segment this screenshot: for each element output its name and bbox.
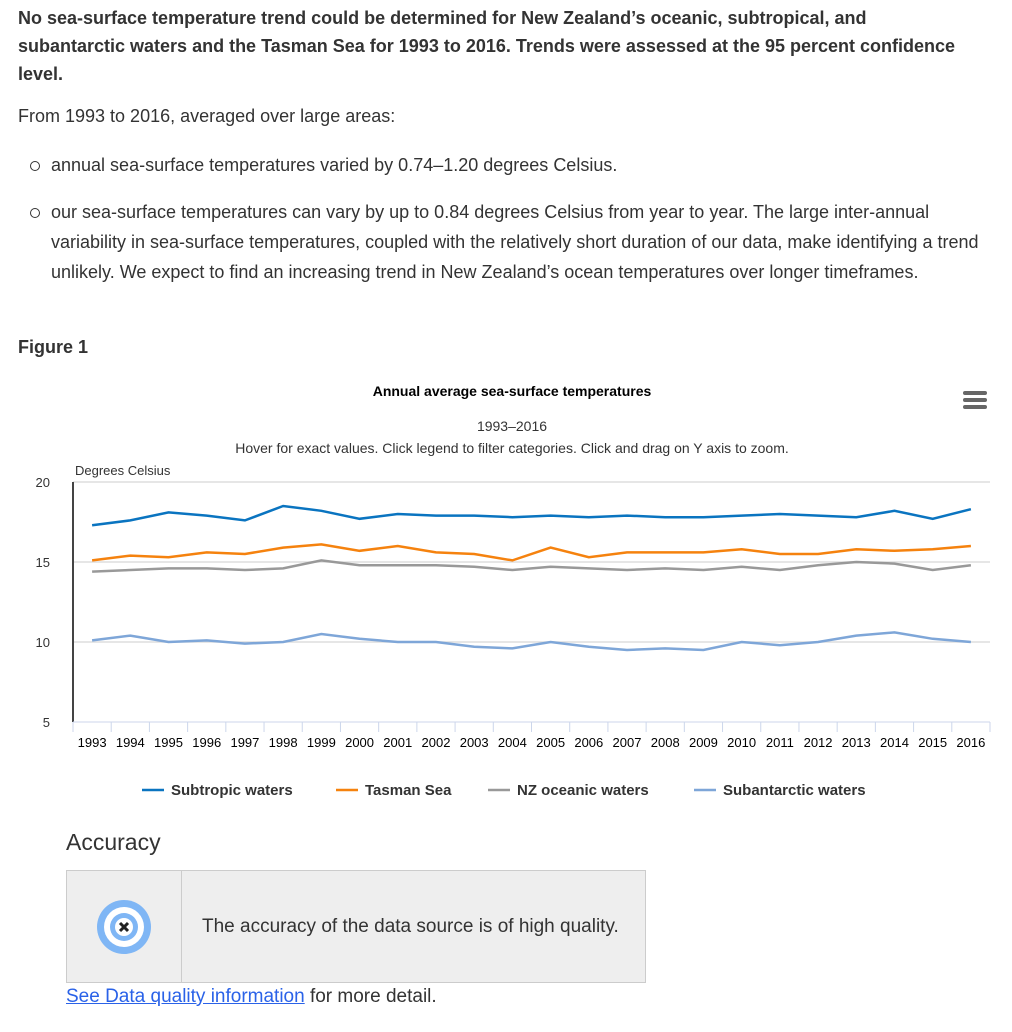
x-tick-label: 2014 [880,735,909,750]
line-chart [0,370,1012,810]
x-tick-label: 2000 [345,735,375,750]
more-detail-text: for more detail. [304,986,437,1007]
legend-item[interactable] [336,782,452,799]
series-line-subantarctic-waters [92,632,971,650]
accuracy-box [66,870,646,983]
x-tick-label: 1998 [268,735,298,750]
accuracy-text: The accuracy of the data source is of high quality. [202,915,619,937]
chart-subtitle: 1993–2016 [476,418,548,434]
intro-paragraph: From 1993 to 2016, averaged over large areas: [18,106,396,126]
bullet-list [18,150,998,304]
x-tick-label: 2016 [956,735,986,750]
x-tick-label: 2012 [803,735,833,750]
x-tick-label: 2015 [918,735,948,750]
series-line-subtropic-waters [92,506,971,525]
x-tick-label: 2002 [421,735,451,750]
y-tick-label: 10 [35,635,50,650]
chart-caption: Hover for exact values. Click legend to filter categories. Click and drag on Y axis to zoom. [235,440,789,456]
legend-item[interactable] [488,782,649,799]
x-tick-label: 1993 [77,735,107,750]
x-tick-label: 1997 [230,735,260,750]
x-tick-label: 1996 [192,735,222,750]
x-tick-label: 2004 [497,735,527,750]
legend-label: Tasman Sea [365,782,452,799]
x-tick-label: 2001 [383,735,413,750]
x-tick-label: 2003 [459,735,489,750]
y-tick-label: 15 [35,555,50,570]
series-line-tasman-sea [92,544,971,560]
lead-text: No sea-surface temperature trend could be determined for New Zealand’s oceanic, subtropical, and subantarctic waters and the Tasman Sea for 1993 to 2016. Trends were assessed at the 95 percent confidence level. [18,8,956,84]
x-tick-label: 2007 [612,735,642,750]
legend-label: NZ oceanic waters [517,782,649,799]
y-axis-label: Degrees Celsius [75,463,171,478]
x-tick-label: 1994 [115,735,145,750]
y-tick-label: 20 [35,475,50,490]
chart-title: Annual average sea-surface temperatures [372,383,652,399]
list-item: annual sea-surface temperatures varied by 0.74–1.20 degrees Celsius. [18,150,998,180]
x-tick-label: 1999 [306,735,336,750]
x-tick-label: 2011 [765,735,794,750]
legend-label: Subtropic waters [171,782,293,799]
x-tick-label: 2009 [688,735,718,750]
x-tick-label: 2010 [727,735,757,750]
x-tick-label: 2013 [841,735,871,750]
figure-label: Figure 1 [18,337,89,357]
hamburger-menu-icon[interactable] [963,391,987,409]
x-tick-label: 2008 [650,735,680,750]
target-icon [96,899,152,955]
x-tick-label: 2006 [574,735,604,750]
x-tick-label: 1995 [154,735,183,750]
y-tick-label: 5 [42,715,50,730]
data-quality-link[interactable]: See Data quality information [66,986,305,1007]
list-item: our sea-surface temperatures can vary by up to 0.84 degrees Celsius from year to year. The large inter-annual variability in sea-surface temperatures, coupled with the relatively short duration of our data, make identifying a trend unlikely. We expect to find an increasing trend in New Zealand’s ocean temperatures over longer timeframes. [18,197,998,287]
legend-label: Subantarctic waters [723,782,866,799]
accuracy-heading: Accuracy [66,829,161,855]
legend-item[interactable] [142,782,293,799]
legend-item[interactable] [694,782,866,799]
x-tick-label: 2005 [536,735,566,750]
